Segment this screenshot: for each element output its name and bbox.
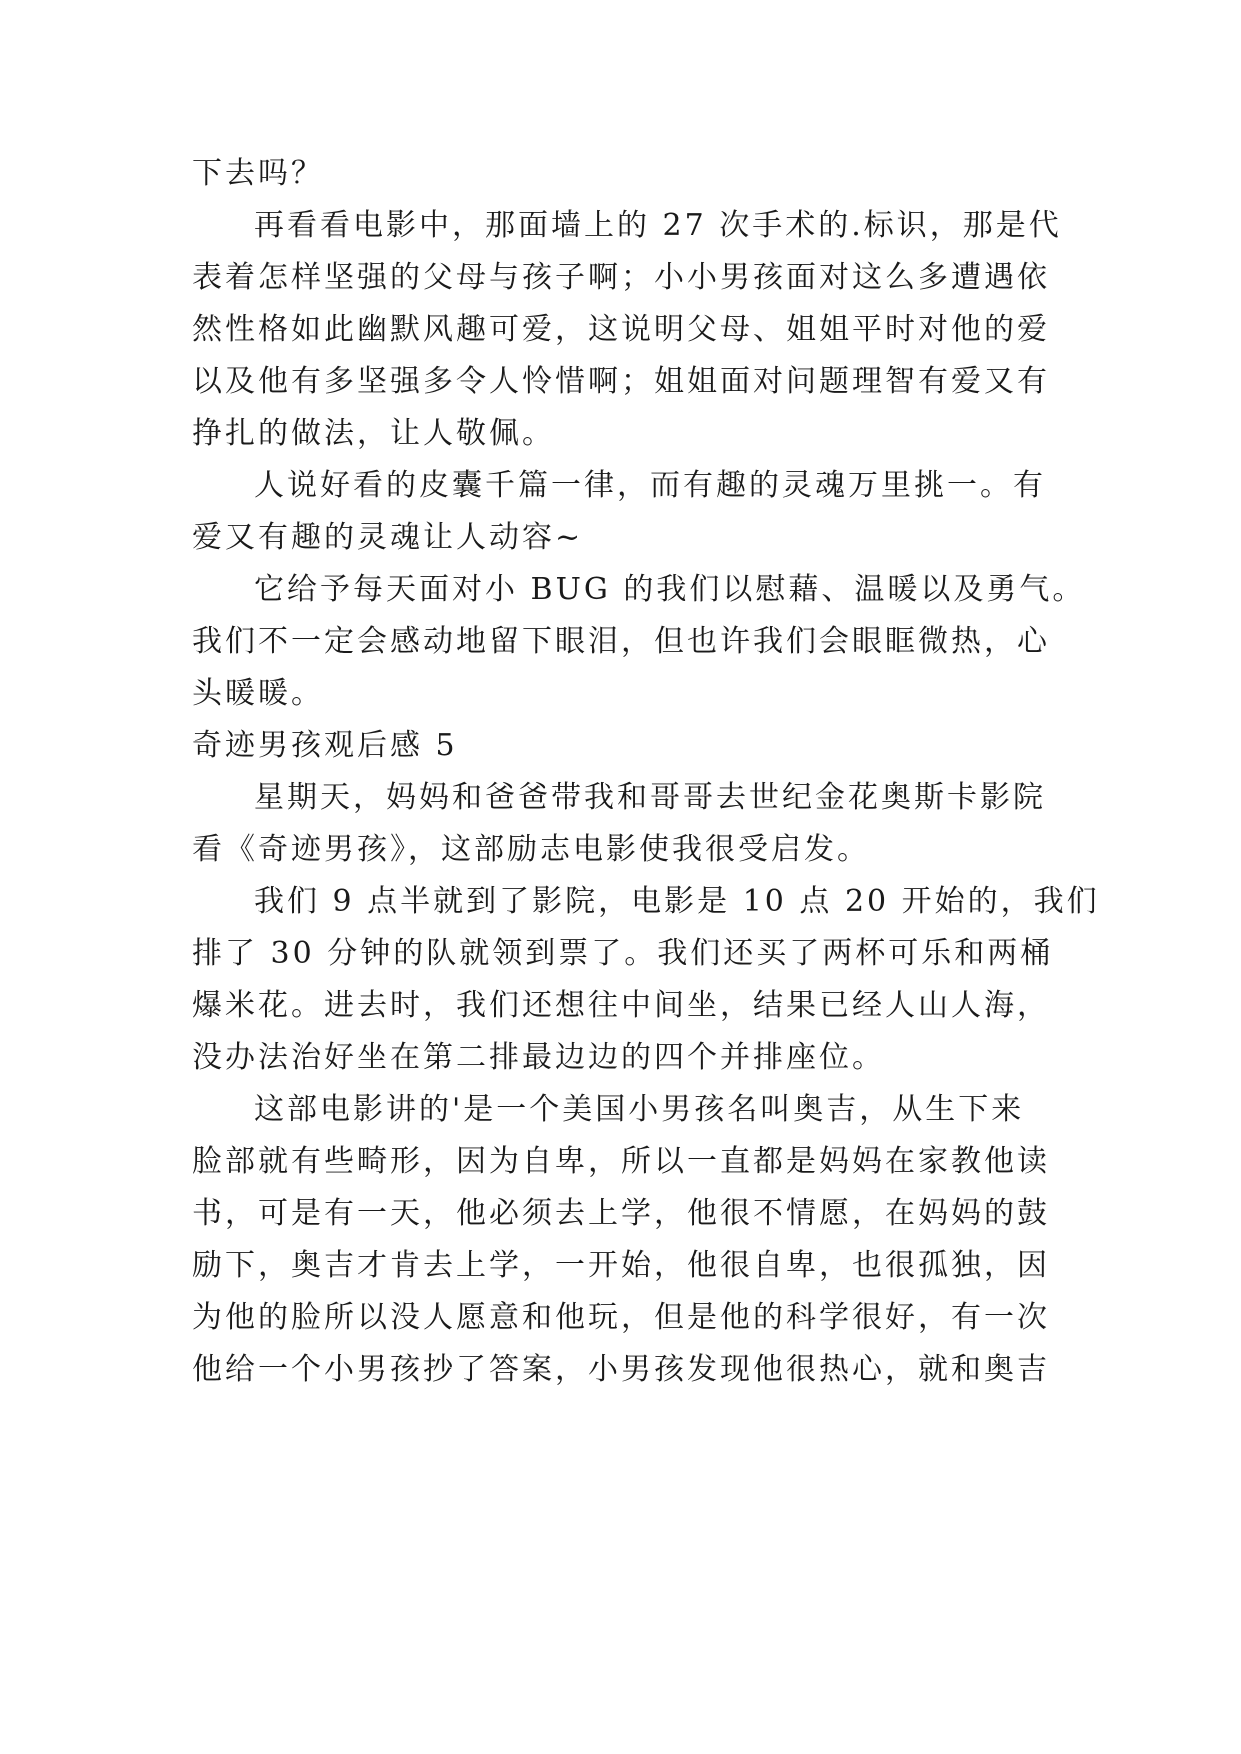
text-line: 励下，奥吉才肯去上学，一开始，他很自卑，也很孤独，因 bbox=[192, 1248, 1050, 1283]
text-line: 看《奇迹男孩》，这部励志电影使我很受启发。 bbox=[192, 832, 870, 867]
text-line: 我们不一定会感动地留下眼泪，但也许我们会眼眶微热，心 bbox=[192, 624, 1050, 659]
text-line: 脸部就有些畸形，因为自卑，所以一直都是妈妈在家教他读 bbox=[192, 1144, 1050, 1179]
paragraph-start: 它给予每天面对小 BUG 的我们以慰藉、温暖以及勇气。 bbox=[254, 572, 1086, 607]
text-line: 以及他有多坚强多令人怜惜啊；姐姐面对问题理智有爱又有 bbox=[192, 364, 1050, 399]
text-line: 书，可是有一天，他必须去上学，他很不情愿，在妈妈的鼓 bbox=[192, 1196, 1050, 1231]
paragraph-start: 人说好看的皮囊千篇一律，而有趣的灵魂万里挑一。有 bbox=[254, 468, 1046, 503]
text-line: 然性格如此幽默风趣可爱，这说明父母、姐姐平时对他的爱 bbox=[192, 312, 1050, 347]
text-line: 爆米花。进去时，我们还想往中间坐，结果已经人山人海， bbox=[192, 988, 1050, 1023]
text-line: 为他的脸所以没人愿意和他玩，但是他的科学很好，有一次 bbox=[192, 1300, 1050, 1335]
paragraph-start: 星期天，妈妈和爸爸带我和哥哥去世纪金花奥斯卡影院 bbox=[254, 780, 1046, 815]
text-line: 他给一个小男孩抄了答案，小男孩发现他很热心，就和奥吉 bbox=[192, 1352, 1050, 1387]
text-line: 头暖暖。 bbox=[192, 676, 324, 711]
text-line: 爱又有趣的灵魂让人动容~ bbox=[192, 520, 584, 555]
text-line: 表着怎样坚强的父母与孩子啊；小小男孩面对这么多遭遇依 bbox=[192, 260, 1050, 295]
section-heading: 奇迹男孩观后感 5 bbox=[192, 728, 458, 763]
paragraph-start: 这部电影讲的'是一个美国小男孩名叫奥吉，从生下来 bbox=[254, 1092, 1025, 1127]
text-line: 下去吗？ bbox=[192, 156, 324, 191]
text-line: 排了 30 分钟的队就领到票了。我们还买了两杯可乐和两桶 bbox=[192, 936, 1054, 971]
paragraph-start: 再看看电影中，那面墙上的 27 次手术的.标识，那是代 bbox=[254, 208, 1062, 243]
text-line: 挣扎的做法，让人敬佩。 bbox=[192, 416, 555, 451]
paragraph-start: 我们 9 点半就到了影院，电影是 10 点 20 开始的，我们 bbox=[254, 884, 1100, 919]
text-line: 没办法治好坐在第二排最边边的四个并排座位。 bbox=[192, 1040, 885, 1075]
